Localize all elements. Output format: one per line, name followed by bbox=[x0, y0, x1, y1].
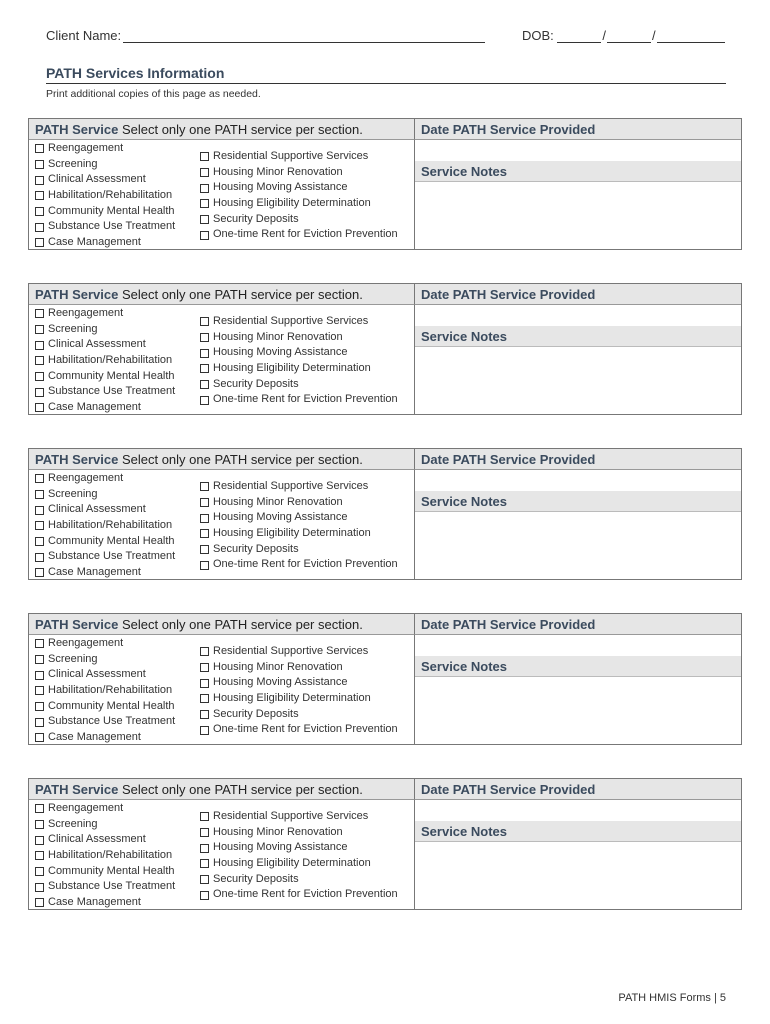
service-option[interactable] bbox=[200, 180, 398, 196]
service-option-label: Case Management bbox=[48, 731, 141, 744]
service-option-label: Security Deposits bbox=[213, 377, 299, 390]
checkbox[interactable] bbox=[35, 372, 44, 381]
service-option[interactable] bbox=[35, 172, 175, 188]
service-option-label: Screening bbox=[48, 487, 98, 500]
service-block bbox=[28, 118, 742, 250]
service-option-label: Substance Use Treatment bbox=[48, 385, 176, 398]
checkbox[interactable] bbox=[35, 388, 44, 397]
service-option[interactable] bbox=[200, 149, 398, 165]
service-option[interactable] bbox=[200, 361, 398, 377]
service-option[interactable] bbox=[200, 196, 398, 212]
service-option-label: Housing Minor Renovation bbox=[213, 165, 343, 178]
dob-label: DOB: bbox=[522, 28, 554, 43]
service-header bbox=[29, 284, 415, 305]
column-divider bbox=[414, 635, 415, 744]
column-divider bbox=[414, 470, 415, 579]
service-option[interactable] bbox=[200, 887, 398, 903]
service-option-label: Habilitation/Rehabilitation bbox=[48, 849, 173, 862]
service-options-right bbox=[200, 149, 398, 243]
checkbox[interactable] bbox=[200, 317, 209, 326]
checkbox[interactable] bbox=[35, 867, 44, 876]
service-option[interactable] bbox=[35, 400, 175, 416]
dob-separator: / bbox=[602, 28, 607, 43]
service-notes-field[interactable] bbox=[415, 677, 741, 744]
service-option[interactable] bbox=[200, 212, 398, 228]
service-option[interactable] bbox=[35, 306, 175, 322]
service-options-right bbox=[200, 479, 398, 573]
service-option[interactable] bbox=[35, 487, 175, 503]
service-option-label: Housing Minor Renovation bbox=[213, 825, 343, 838]
service-option[interactable] bbox=[35, 337, 175, 353]
service-header-strong: PATH Service bbox=[35, 452, 119, 467]
service-option-label: Screening bbox=[48, 652, 98, 665]
checkbox[interactable] bbox=[35, 655, 44, 664]
service-notes-header: Service Notes bbox=[415, 656, 741, 677]
service-header bbox=[29, 119, 415, 140]
service-option[interactable] bbox=[35, 683, 175, 699]
service-option-label: Housing Moving Assistance bbox=[213, 346, 348, 359]
service-option[interactable] bbox=[35, 848, 175, 864]
date-provided-header: Date PATH Service Provided bbox=[415, 119, 741, 140]
service-option-label: Reengagement bbox=[48, 142, 124, 154]
service-option[interactable] bbox=[35, 384, 175, 400]
service-option[interactable] bbox=[35, 652, 175, 668]
service-option-label: Substance Use Treatment bbox=[48, 550, 176, 563]
service-option[interactable] bbox=[200, 392, 398, 408]
service-option[interactable] bbox=[35, 157, 175, 173]
checkbox[interactable] bbox=[35, 836, 44, 845]
client-name-field[interactable] bbox=[46, 28, 485, 43]
checkbox[interactable] bbox=[35, 144, 44, 153]
checkbox[interactable] bbox=[200, 498, 209, 507]
date-provided-header: Date PATH Service Provided bbox=[415, 284, 741, 305]
service-option-label: Case Management bbox=[48, 566, 141, 579]
checkbox[interactable] bbox=[35, 671, 44, 680]
service-option[interactable] bbox=[200, 872, 398, 888]
service-option-label: Community Mental Health bbox=[48, 204, 175, 217]
service-option-label: One-time Rent for Eviction Prevention bbox=[213, 228, 398, 241]
service-header-instruction: Select only one PATH service per section. bbox=[118, 617, 363, 632]
service-options-right bbox=[200, 809, 398, 903]
service-option[interactable] bbox=[35, 204, 175, 220]
checkbox[interactable] bbox=[200, 529, 209, 538]
checkbox[interactable] bbox=[200, 694, 209, 703]
checkbox[interactable] bbox=[35, 883, 44, 892]
service-option-label: Housing Eligibility Determination bbox=[213, 857, 371, 870]
checkbox[interactable] bbox=[35, 356, 44, 365]
service-option[interactable] bbox=[200, 510, 398, 526]
service-header bbox=[29, 614, 415, 635]
checkbox[interactable] bbox=[200, 679, 209, 688]
service-option[interactable] bbox=[35, 369, 175, 385]
service-option-label: Housing Moving Assistance bbox=[213, 181, 348, 194]
service-option-label: Habilitation/Rehabilitation bbox=[48, 684, 173, 697]
service-option-label: Case Management bbox=[48, 896, 141, 909]
date-provided-field[interactable] bbox=[415, 800, 741, 822]
service-header-instruction: Select only one PATH service per section. bbox=[118, 287, 363, 302]
checkbox[interactable] bbox=[35, 207, 44, 216]
checkbox[interactable] bbox=[35, 191, 44, 200]
service-option-label: Community Mental Health bbox=[48, 369, 175, 382]
service-options-left bbox=[35, 471, 175, 581]
service-option-label: One-time Rent for Eviction Prevention bbox=[213, 888, 398, 901]
service-option[interactable] bbox=[35, 518, 175, 534]
checkbox[interactable] bbox=[200, 514, 209, 523]
checkbox[interactable] bbox=[200, 710, 209, 719]
service-option-label: Residential Supportive Services bbox=[213, 150, 369, 162]
service-header-instruction: Select only one PATH service per section. bbox=[118, 122, 363, 137]
checkbox[interactable] bbox=[200, 726, 209, 735]
service-option[interactable] bbox=[200, 840, 398, 856]
service-option-label: Security Deposits bbox=[213, 542, 299, 555]
service-option[interactable] bbox=[35, 235, 175, 251]
checkbox[interactable] bbox=[200, 380, 209, 389]
service-option[interactable] bbox=[200, 345, 398, 361]
service-option-label: Housing Minor Renovation bbox=[213, 660, 343, 673]
date-provided-field[interactable] bbox=[415, 470, 741, 492]
service-option[interactable] bbox=[200, 165, 398, 181]
checkbox[interactable] bbox=[35, 238, 44, 247]
service-notes-field[interactable] bbox=[415, 182, 741, 249]
service-option-label: Substance Use Treatment bbox=[48, 715, 176, 728]
page-footer: PATH HMIS Forms | 5 bbox=[618, 992, 726, 1004]
service-option-label: Habilitation/Rehabilitation bbox=[48, 354, 173, 367]
service-notes-header: Service Notes bbox=[415, 491, 741, 512]
service-option-label: Residential Supportive Services bbox=[213, 810, 369, 822]
service-option-label: Clinical Assessment bbox=[48, 833, 146, 846]
checkbox[interactable] bbox=[35, 718, 44, 727]
service-option[interactable] bbox=[35, 699, 175, 715]
service-option-label: Clinical Assessment bbox=[48, 338, 146, 351]
service-options-right bbox=[200, 314, 398, 408]
service-option-label: Community Mental Health bbox=[48, 699, 175, 712]
service-option[interactable] bbox=[35, 879, 175, 895]
checkbox[interactable] bbox=[200, 152, 209, 161]
checkbox[interactable] bbox=[35, 160, 44, 169]
service-option-label: Screening bbox=[48, 157, 98, 170]
service-option[interactable] bbox=[35, 565, 175, 581]
service-option[interactable] bbox=[200, 660, 398, 676]
service-option[interactable] bbox=[200, 644, 398, 660]
date-provided-field[interactable] bbox=[415, 305, 741, 327]
service-notes-field[interactable] bbox=[415, 512, 741, 579]
column-divider bbox=[414, 140, 415, 249]
service-option-label: Housing Minor Renovation bbox=[213, 495, 343, 508]
service-block bbox=[28, 448, 742, 580]
service-option-label: Security Deposits bbox=[213, 212, 299, 225]
client-name-label: Client Name: bbox=[46, 28, 122, 43]
service-header bbox=[29, 779, 415, 800]
service-options-left bbox=[35, 141, 175, 251]
checkbox[interactable] bbox=[200, 828, 209, 837]
service-option[interactable] bbox=[200, 707, 398, 723]
service-option-label: Habilitation/Rehabilitation bbox=[48, 519, 173, 532]
service-option-label: Substance Use Treatment bbox=[48, 880, 176, 893]
date-provided-header: Date PATH Service Provided bbox=[415, 779, 741, 800]
checkbox[interactable] bbox=[35, 309, 44, 318]
dob-year-line[interactable] bbox=[657, 28, 725, 43]
checkbox[interactable] bbox=[200, 349, 209, 358]
checkbox[interactable] bbox=[35, 223, 44, 232]
checkbox[interactable] bbox=[200, 168, 209, 177]
service-notes-header: Service Notes bbox=[415, 821, 741, 842]
service-notes-field[interactable] bbox=[415, 347, 741, 414]
service-option-label: Reengagement bbox=[48, 802, 124, 814]
service-header-strong: PATH Service bbox=[35, 287, 119, 302]
service-notes-header: Service Notes bbox=[415, 161, 741, 182]
service-option[interactable] bbox=[35, 895, 175, 911]
checkbox[interactable] bbox=[200, 364, 209, 373]
service-option-label: Substance Use Treatment bbox=[48, 220, 176, 233]
service-option[interactable] bbox=[200, 809, 398, 825]
service-option-label: Clinical Assessment bbox=[48, 668, 146, 681]
checkbox[interactable] bbox=[200, 812, 209, 821]
service-option[interactable] bbox=[200, 495, 398, 511]
service-notes-field[interactable] bbox=[415, 842, 741, 909]
checkbox[interactable] bbox=[200, 231, 209, 240]
service-option[interactable] bbox=[200, 314, 398, 330]
checkbox[interactable] bbox=[35, 686, 44, 695]
checkbox[interactable] bbox=[200, 859, 209, 868]
checkbox[interactable] bbox=[35, 474, 44, 483]
dob-separator: / bbox=[652, 28, 656, 43]
service-option[interactable] bbox=[35, 817, 175, 833]
checkbox[interactable] bbox=[200, 215, 209, 224]
client-name-line[interactable] bbox=[123, 28, 485, 43]
dob-field[interactable] bbox=[522, 28, 725, 43]
service-option[interactable] bbox=[35, 471, 175, 487]
service-option-label: Clinical Assessment bbox=[48, 503, 146, 516]
service-block bbox=[28, 613, 742, 745]
checkbox[interactable] bbox=[35, 733, 44, 742]
checkbox[interactable] bbox=[35, 521, 44, 530]
service-option[interactable] bbox=[35, 549, 175, 565]
service-option[interactable] bbox=[200, 675, 398, 691]
service-option-label: One-time Rent for Eviction Prevention bbox=[213, 393, 398, 406]
service-option[interactable] bbox=[35, 322, 175, 338]
checkbox[interactable] bbox=[200, 482, 209, 491]
service-option[interactable] bbox=[35, 188, 175, 204]
checkbox[interactable] bbox=[200, 891, 209, 900]
service-option[interactable] bbox=[35, 667, 175, 683]
service-option[interactable] bbox=[35, 832, 175, 848]
checkbox[interactable] bbox=[35, 341, 44, 350]
service-option-label: One-time Rent for Eviction Prevention bbox=[213, 558, 398, 571]
checkbox[interactable] bbox=[35, 639, 44, 648]
service-options-left bbox=[35, 636, 175, 746]
checkbox[interactable] bbox=[35, 325, 44, 334]
service-option-label: Housing Moving Assistance bbox=[213, 676, 348, 689]
service-option-label: Reengagement bbox=[48, 637, 124, 649]
service-option-label: Housing Eligibility Determination bbox=[213, 527, 371, 540]
service-option-label: Security Deposits bbox=[213, 707, 299, 720]
checkbox[interactable] bbox=[200, 545, 209, 554]
checkbox[interactable] bbox=[35, 820, 44, 829]
checkbox[interactable] bbox=[200, 199, 209, 208]
service-option[interactable] bbox=[35, 801, 175, 817]
service-option[interactable] bbox=[200, 825, 398, 841]
service-option[interactable] bbox=[200, 526, 398, 542]
service-option[interactable] bbox=[200, 330, 398, 346]
service-option[interactable] bbox=[35, 141, 175, 157]
column-divider bbox=[414, 800, 415, 909]
checkbox[interactable] bbox=[200, 184, 209, 193]
service-option-label: Housing Minor Renovation bbox=[213, 330, 343, 343]
service-option-label: Residential Supportive Services bbox=[213, 480, 369, 492]
service-option[interactable] bbox=[200, 722, 398, 738]
service-option[interactable] bbox=[35, 353, 175, 369]
service-option[interactable] bbox=[200, 856, 398, 872]
service-option-label: Case Management bbox=[48, 236, 141, 249]
checkbox[interactable] bbox=[35, 403, 44, 412]
service-option[interactable] bbox=[200, 479, 398, 495]
date-provided-field[interactable] bbox=[415, 140, 741, 162]
date-provided-header: Date PATH Service Provided bbox=[415, 449, 741, 470]
checkbox[interactable] bbox=[200, 844, 209, 853]
service-option-label: Community Mental Health bbox=[48, 534, 175, 547]
dob-day-line[interactable] bbox=[607, 28, 651, 43]
checkbox[interactable] bbox=[35, 568, 44, 577]
service-option[interactable] bbox=[35, 730, 175, 746]
service-options-left bbox=[35, 801, 175, 911]
service-option-label: One-time Rent for Eviction Prevention bbox=[213, 723, 398, 736]
date-provided-header: Date PATH Service Provided bbox=[415, 614, 741, 635]
service-option-label: Residential Supportive Services bbox=[213, 645, 369, 657]
section-title: PATH Services Information bbox=[46, 65, 726, 84]
service-option[interactable] bbox=[35, 502, 175, 518]
service-option-label: Housing Eligibility Determination bbox=[213, 197, 371, 210]
checkbox[interactable] bbox=[35, 537, 44, 546]
date-provided-field[interactable] bbox=[415, 635, 741, 657]
service-option-label: Community Mental Health bbox=[48, 864, 175, 877]
service-notes-header: Service Notes bbox=[415, 326, 741, 347]
service-block bbox=[28, 283, 742, 415]
service-option[interactable] bbox=[35, 864, 175, 880]
checkbox[interactable] bbox=[35, 176, 44, 185]
checkbox[interactable] bbox=[35, 702, 44, 711]
checkbox[interactable] bbox=[35, 490, 44, 499]
service-option[interactable] bbox=[200, 557, 398, 573]
service-option[interactable] bbox=[35, 219, 175, 235]
service-option[interactable] bbox=[35, 534, 175, 550]
service-option-label: Reengagement bbox=[48, 307, 124, 319]
checkbox[interactable] bbox=[200, 396, 209, 405]
service-header-strong: PATH Service bbox=[35, 782, 119, 797]
service-option[interactable] bbox=[35, 714, 175, 730]
checkbox[interactable] bbox=[35, 804, 44, 813]
service-header bbox=[29, 449, 415, 470]
checkbox[interactable] bbox=[35, 506, 44, 515]
service-header-strong: PATH Service bbox=[35, 122, 119, 137]
service-option-label: Case Management bbox=[48, 401, 141, 414]
checkbox[interactable] bbox=[200, 333, 209, 342]
service-option[interactable] bbox=[200, 227, 398, 243]
checkbox[interactable] bbox=[200, 647, 209, 656]
checkbox[interactable] bbox=[200, 663, 209, 672]
section-subtitle: Print additional copies of this page as needed. bbox=[46, 88, 261, 100]
service-option-label: Housing Moving Assistance bbox=[213, 841, 348, 854]
service-header-instruction: Select only one PATH service per section. bbox=[118, 782, 363, 797]
checkbox[interactable] bbox=[200, 875, 209, 884]
service-option-label: Screening bbox=[48, 322, 98, 335]
checkbox[interactable] bbox=[35, 851, 44, 860]
service-option[interactable] bbox=[200, 542, 398, 558]
service-block bbox=[28, 778, 742, 910]
service-option-label: Housing Moving Assistance bbox=[213, 511, 348, 524]
service-option-label: Clinical Assessment bbox=[48, 173, 146, 186]
service-option-label: Residential Supportive Services bbox=[213, 315, 369, 327]
header-row bbox=[46, 28, 726, 48]
checkbox[interactable] bbox=[35, 898, 44, 907]
service-option-label: Reengagement bbox=[48, 472, 124, 484]
service-option[interactable] bbox=[35, 636, 175, 652]
service-options-right bbox=[200, 644, 398, 738]
service-options-left bbox=[35, 306, 175, 416]
column-divider bbox=[414, 305, 415, 414]
service-option-label: Housing Eligibility Determination bbox=[213, 362, 371, 375]
service-option-label: Housing Eligibility Determination bbox=[213, 692, 371, 705]
service-header-instruction: Select only one PATH service per section. bbox=[118, 452, 363, 467]
service-option[interactable] bbox=[200, 377, 398, 393]
dob-month-line[interactable] bbox=[557, 28, 601, 43]
service-header-strong: PATH Service bbox=[35, 617, 119, 632]
checkbox[interactable] bbox=[200, 561, 209, 570]
service-option-label: Screening bbox=[48, 817, 98, 830]
service-option-label: Security Deposits bbox=[213, 872, 299, 885]
checkbox[interactable] bbox=[35, 553, 44, 562]
service-option-label: Habilitation/Rehabilitation bbox=[48, 189, 173, 202]
service-option[interactable] bbox=[200, 691, 398, 707]
